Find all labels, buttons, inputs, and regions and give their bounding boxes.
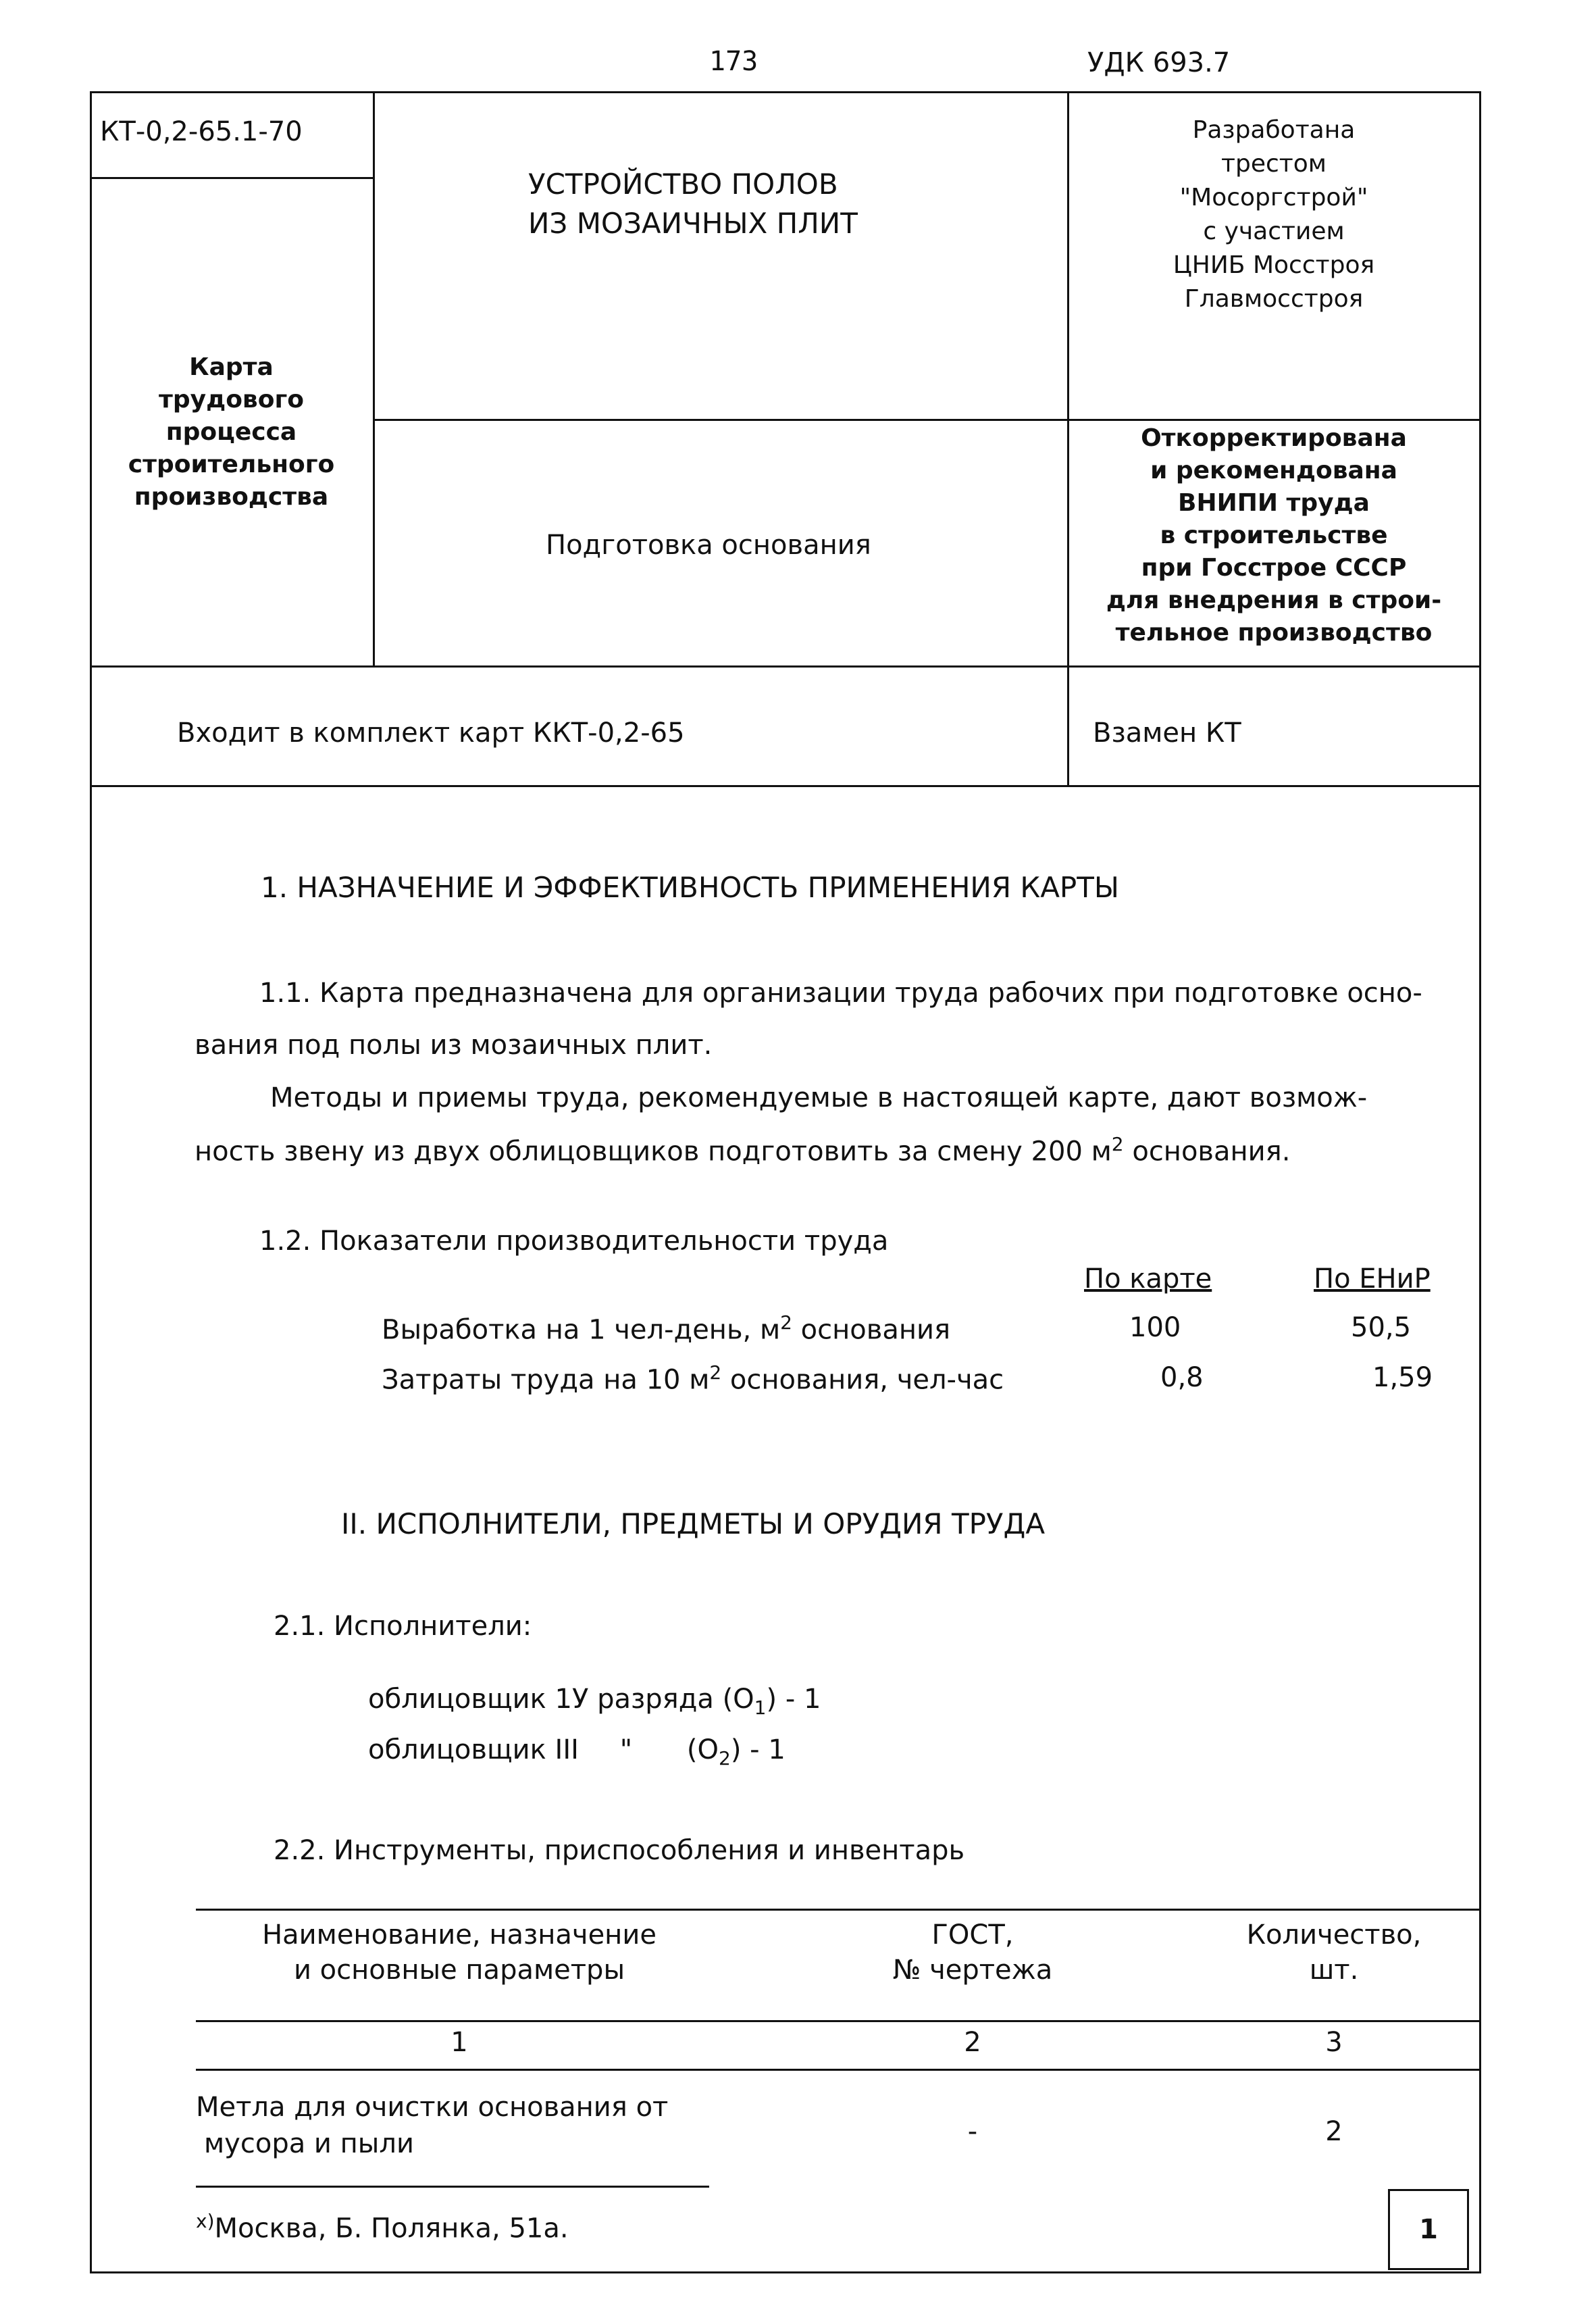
sheet-number: 1 [1419,2214,1438,2245]
code-cell-bottom [90,177,374,179]
table-row-broom-name: Метла для очистки основания от мусора и пыли [196,2092,669,2159]
worker-1: облицовщик 1У разряда $(О_1) - 1$ [368,1684,821,1719]
correction-info: Откорректирована и рекомендована ВНИПИ труда в строительстве при Госстрое СССР для внедрения в строи- тельное производство [1106,424,1442,647]
paragraph-methods-line-2: ность звену из двух облицовщиков подготовить за смену 200 $м^2$ основания. [195,1133,1291,1167]
paragraph-1-1-line-2: вания под полы из мозаичных плит. [195,1030,713,1061]
output-per-day-label: Выработка на 1 чел-день, $м^2$ основания [382,1311,951,1346]
set-row-bottom [90,785,1481,787]
footnote-rule [196,2186,709,2188]
performance-title: 1.2. Показатели производительности труда [259,1226,889,1257]
card-type: Карта трудового процесса строительного производства [128,353,335,511]
table-header-quantity: Количество, шт. [1246,1919,1422,1986]
table-header-gost: ГОСТ, № чертежа [892,1919,1053,1986]
labor-cost-label: Затраты труда на 10 $м^2$ основания, чел-час [382,1361,1004,1396]
executors-title: 2.1. Исполнители: [274,1611,532,1642]
table-colnum-3: 3 [1325,2027,1343,2058]
output-per-day-card: 100 [1129,1312,1181,1343]
output-per-day-enir: 50,5 [1351,1312,1412,1343]
table-colnum-2: 2 [964,2027,981,2058]
table-row-broom-gost: - [967,2116,978,2147]
document-subtitle: Подготовка основания [546,530,871,561]
labor-cost-card: 0,8 [1160,1362,1204,1393]
title-row-bottom [373,419,1481,421]
frame-left [90,91,92,2273]
table-colnum-1: 1 [451,2027,468,2058]
paragraph-1-1-line-1: 1.1. Карта предназначена для организации труда рабочих при подготовке осно- [259,978,1422,1009]
col-header-by-enir: По ЕНиР [1314,1263,1431,1294]
document-title: УСТРОЙСТВО ПОЛОВ ИЗ МОЗАИЧНЫХ ПЛИТ [528,168,858,240]
paragraph-methods-line-1: Методы и приемы труда, рекомендуемые в настоящей карте, дают возмож- [270,1082,1368,1113]
worker-2: облицовщик III " $(О_2) - 1$ [368,1734,786,1769]
sheet-number-box [1388,2189,1469,2270]
set-membership: Входит в комплект карт ККТ-0,2-65 [177,718,685,749]
section-1-title: 1. НАЗНАЧЕНИЕ И ЭФФЕКТИВНОСТЬ ПРИМЕНЕНИЯ КАРТЫ [261,871,1119,904]
footnote: $^{x)}$Москва, Б. Полянка, 51а. [196,2210,569,2244]
col-header-by-card: По карте [1084,1263,1212,1294]
replaces-card: Взамен КТ [1093,718,1241,749]
card-code: КТ-0,2-65.1-70 [100,116,303,147]
frame-bottom [90,2271,1481,2273]
header-row-bottom [90,665,1481,668]
tools-title: 2.2. Инструменты, приспособления и инвентарь [274,1835,965,1866]
section-2-title: II. ИСПОЛНИТЕЛИ, ПРЕДМЕТЫ И ОРУДИЯ ТРУДА [341,1507,1046,1540]
table-numbers-rule [196,2069,1479,2071]
table-row-broom-quantity: 2 [1325,2116,1343,2147]
table-header-name: Наименование, назначение и основные параметры [262,1919,657,1986]
frame-top [90,91,1481,93]
udk-code: УДК 693.7 [1087,47,1231,78]
header-divider-right [1067,91,1069,787]
table-header-rule [196,2020,1479,2022]
page-number: 173 [709,46,758,77]
table-top-rule [196,1909,1479,1911]
labor-cost-enir: 1,59 [1372,1362,1433,1393]
developer-info: Разработана трестом "Мосоргстрой" с участием ЦНИБ Мосстроя Главмосстроя [1173,116,1375,313]
